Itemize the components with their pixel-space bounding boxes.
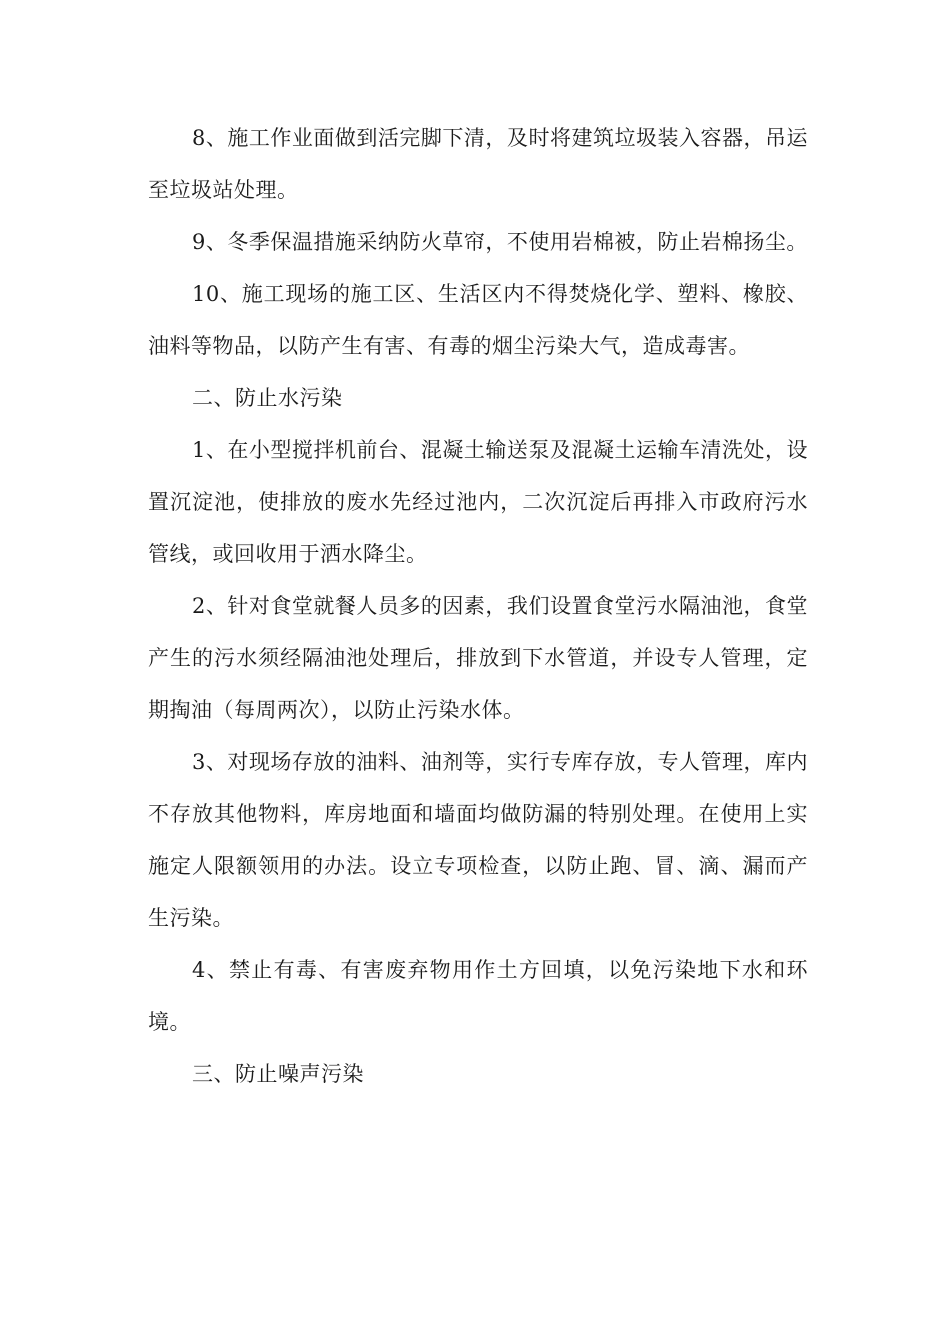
paragraph-water-4: 4、禁止有毒、有害废弃物用作土方回填，以免污染地下水和环境。	[148, 958, 808, 1034]
paragraph-water-2: 2、针对食堂就餐人员多的因素，我们设置食堂污水隔油池，食堂产生的污水须经隔油池处理后，排放到下水管道，并设专人管理，定期掏油（每周两次），以防止污染水体。	[148, 594, 808, 722]
section-heading-noise-pollution: 三、防止噪声污染	[192, 1062, 364, 1086]
paragraph-item-9: 9、冬季保温措施采纳防火草帘，不使用岩棉被，防止岩棉扬尘。	[192, 230, 808, 254]
paragraph-water-3: 3、对现场存放的油料、油剂等，实行专库存放，专人管理，库内不存放其他物料，库房地面和墙面均做防漏的特别处理。在使用上实施定人限额领用的办法。设立专项检查，以防止跑、冒、滴、漏而产生污染。	[148, 750, 808, 930]
paragraph-item-10: 10、施工现场的施工区、生活区内不得焚烧化学、塑料、橡胶、油料等物品，以防产生有害、有毒的烟尘污染大气，造成毒害。	[148, 282, 808, 358]
paragraph-item-8: 8、施工作业面做到活完脚下清，及时将建筑垃圾装入容器，吊运至垃圾站处理。	[148, 126, 808, 202]
section-heading-water-pollution: 二、防止水污染	[192, 386, 343, 410]
document-body	[148, 112, 808, 1100]
paragraph-water-1: 1、在小型搅拌机前台、混凝土输送泵及混凝土运输车清洗处，设置沉淀池，使排放的废水先经过池内，二次沉淀后再排入市政府污水管线，或回收用于洒水降尘。	[148, 438, 808, 566]
